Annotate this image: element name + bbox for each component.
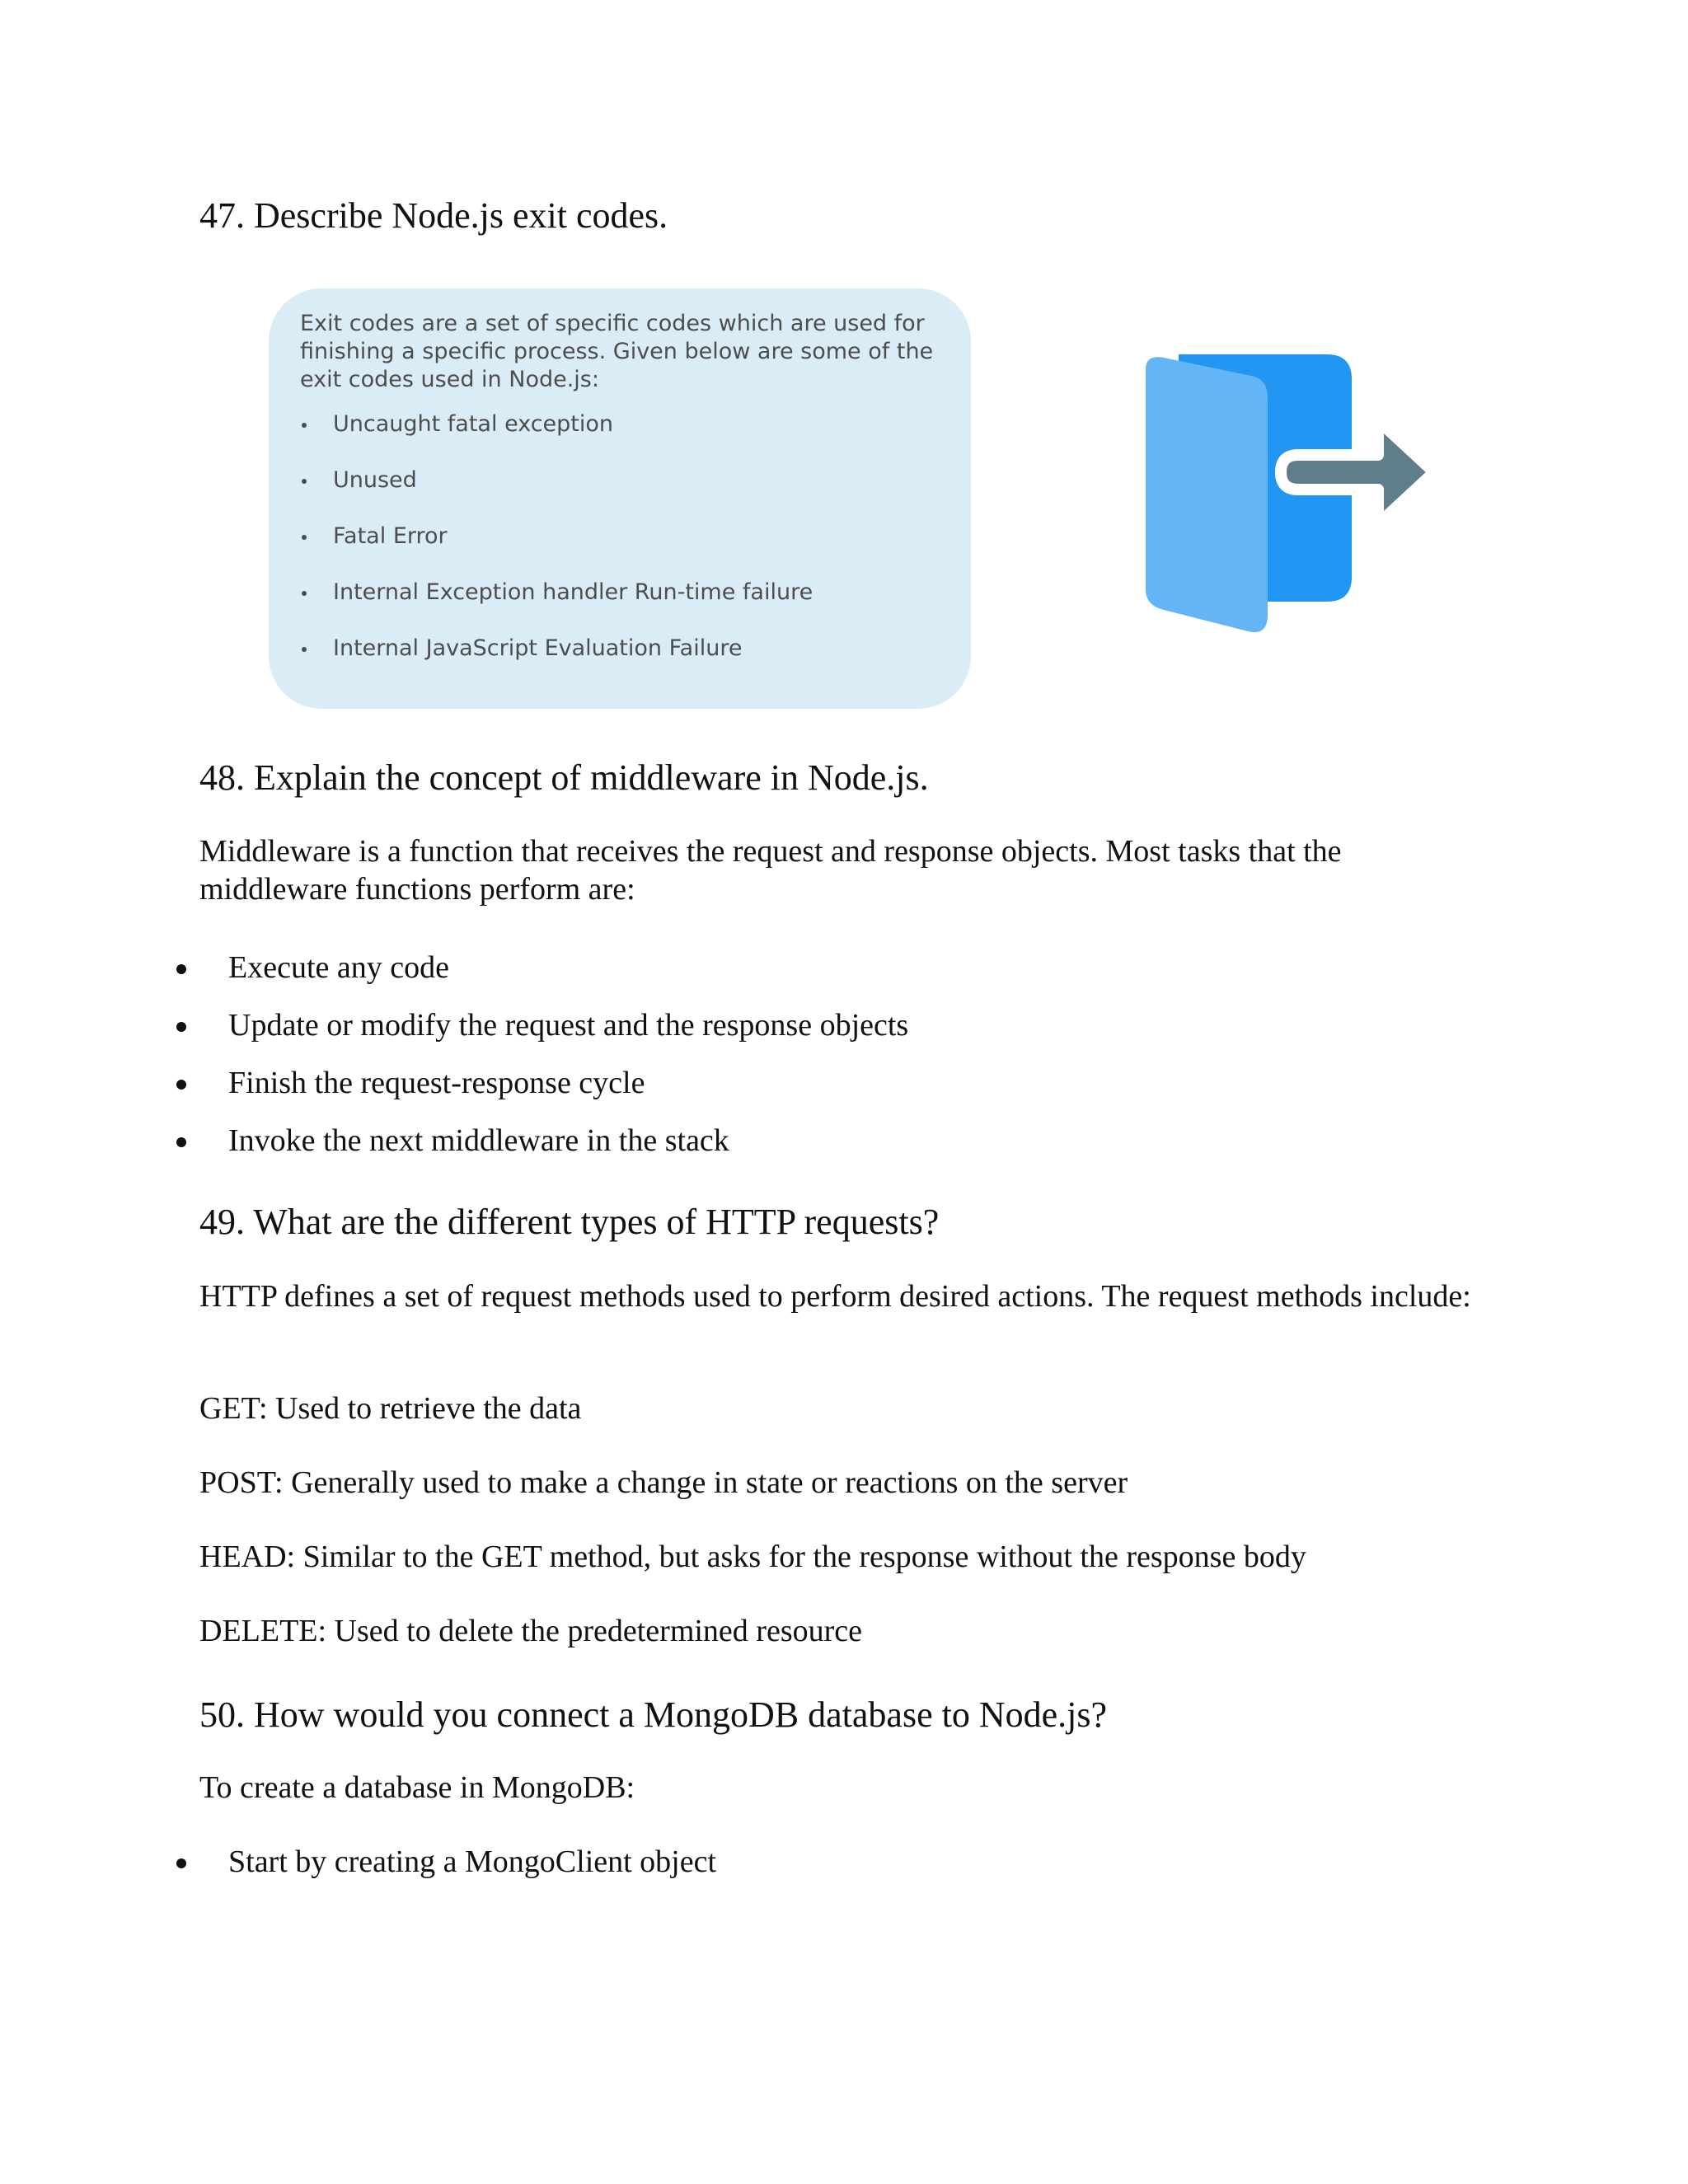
- http-method-delete: DELETE: Used to delete the predetermined resource: [199, 1614, 862, 1648]
- exit-codes-list: [300, 410, 938, 663]
- http-method-head: HEAD: Similar to the GET method, but asks for the response without the response body: [199, 1540, 1306, 1574]
- exit-code-item: Unused: [300, 466, 938, 494]
- list-item-text: Finish the request-response cycle: [228, 1066, 645, 1100]
- bullet-icon: [176, 1858, 186, 1868]
- list-item-text: Update or modify the request and the response objects: [228, 1008, 909, 1043]
- exit-codes-infographic: [269, 288, 971, 709]
- bullet-icon: [176, 1137, 186, 1147]
- bullet-icon: [176, 1080, 186, 1090]
- exit-code-item: Uncaught fatal exception: [300, 410, 938, 438]
- list-item-text: Execute any code: [228, 950, 449, 985]
- http-method-get: GET: Used to retrieve the data: [199, 1391, 582, 1426]
- q48-heading: 48. Explain the concept of middleware in Node.js.: [199, 757, 929, 798]
- exit-door-arrow-icon: [1146, 354, 1434, 643]
- q50-paragraph: To create a database in MongoDB:: [199, 1770, 635, 1805]
- exit-code-item: Fatal Error: [300, 523, 938, 551]
- q50-heading: 50. How would you connect a MongoDB database to Node.js?: [199, 1694, 1108, 1735]
- exit-code-item: Internal Exception handler Run-time failure: [300, 579, 938, 607]
- infographic-intro: Exit codes are a set of specific codes which are used for finishing a specific process. Given below are some of the exit codes used in Node.js:: [300, 311, 934, 392]
- bullet-icon: [176, 1022, 186, 1032]
- q49-heading: 49. What are the different types of HTTP requests?: [199, 1202, 940, 1242]
- http-method-post: POST: Generally used to make a change in state or reactions on the server: [199, 1465, 1128, 1500]
- list-item-text: Invoke the next middleware in the stack: [228, 1123, 729, 1158]
- q49-paragraph: HTTP defines a set of request methods used to perform desired actions. The request methods include:: [199, 1279, 1471, 1314]
- q47-heading: 47. Describe Node.js exit codes.: [199, 195, 668, 236]
- exit-code-item: Internal JavaScript Evaluation Failure: [300, 635, 938, 663]
- bullet-icon: [176, 964, 186, 974]
- q48-paragraph: Middleware is a function that receives the request and response objects. Most tasks that the middleware functions perform are:: [199, 834, 1342, 907]
- list-item-text: Start by creating a MongoClient object: [228, 1844, 717, 1879]
